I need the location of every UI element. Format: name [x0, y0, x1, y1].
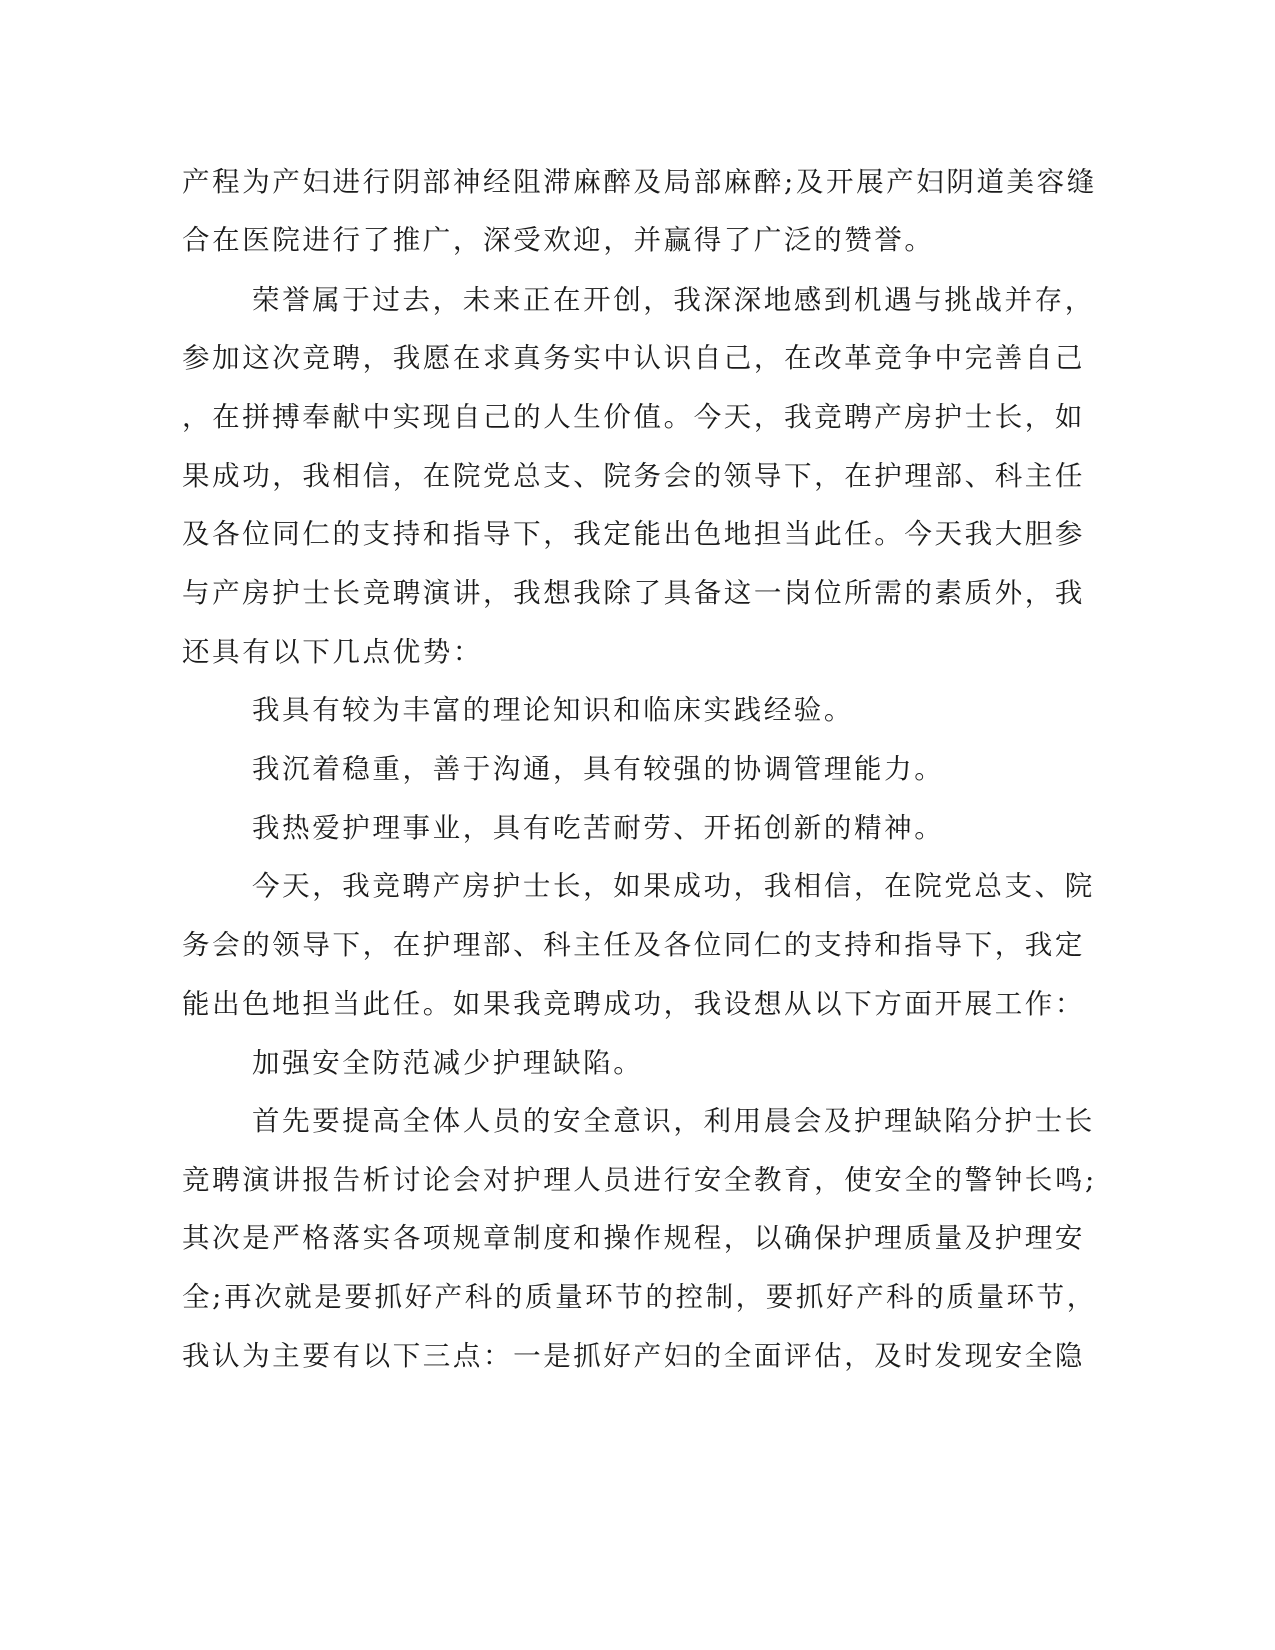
text-line: 参加这次竞聘，我愿在求真务实中认识自己，在改革竞争中完善自己: [182, 342, 1085, 374]
text-line: 及各位同仁的支持和指导下，我定能出色地担当此任。今天我大胆参: [182, 518, 1085, 550]
text-line: 全;再次就是要抓好产科的质量环节的控制，要抓好产科的质量环节，: [182, 1281, 1097, 1313]
list-item: 我具有较为丰富的理论知识和临床实践经验。: [252, 694, 854, 726]
text-line: ，在拼搏奉献中实现自己的人生价值。今天，我竞聘产房护士长，如: [182, 401, 1085, 433]
paragraph-first-line: 今天，我竞聘产房护士长，如果成功，我相信，在院党总支、院: [252, 870, 1095, 902]
text-line: 能出色地担当此任。如果我竞聘成功，我设想从以下方面开展工作：: [182, 988, 1085, 1020]
paragraph-first-line: 荣誉属于过去，未来正在开创，我深深地感到机遇与挑战并存，: [252, 284, 1095, 316]
text-line: 竞聘演讲报告析讨论会对护理人员进行安全教育，使安全的警钟长鸣;: [182, 1164, 1097, 1196]
text-line: 还具有以下几点优势：: [182, 636, 483, 668]
list-item: 我沉着稳重，善于沟通，具有较强的协调管理能力。: [252, 753, 945, 785]
text-line: 其次是严格落实各项规章制度和操作规程，以确保护理质量及护理安: [182, 1222, 1085, 1254]
text-line: 务会的领导下，在护理部、科主任及各位同仁的支持和指导下，我定: [182, 929, 1085, 961]
list-item: 我热爱护理事业，具有吃苦耐劳、开拓创新的精神。: [252, 812, 945, 844]
text-line: 我认为主要有以下三点：一是抓好产妇的全面评估，及时发现安全隐: [182, 1340, 1085, 1372]
paragraph-first-line: 首先要提高全体人员的安全意识，利用晨会及护理缺陷分护士长: [252, 1105, 1095, 1137]
text-line: 产程为产妇进行阴部神经阻滞麻醉及局部麻醉;及开展产妇阴道美容缝: [182, 166, 1097, 198]
section-heading: 加强安全防范减少护理缺陷。: [252, 1047, 644, 1079]
text-line: 果成功，我相信，在院党总支、院务会的领导下，在护理部、科主任: [182, 460, 1085, 492]
text-line: 与产房护士长竞聘演讲，我想我除了具备这一岗位所需的素质外，我: [182, 577, 1085, 609]
text-line: 合在医院进行了推广，深受欢迎，并赢得了广泛的赞誉。: [182, 224, 935, 256]
